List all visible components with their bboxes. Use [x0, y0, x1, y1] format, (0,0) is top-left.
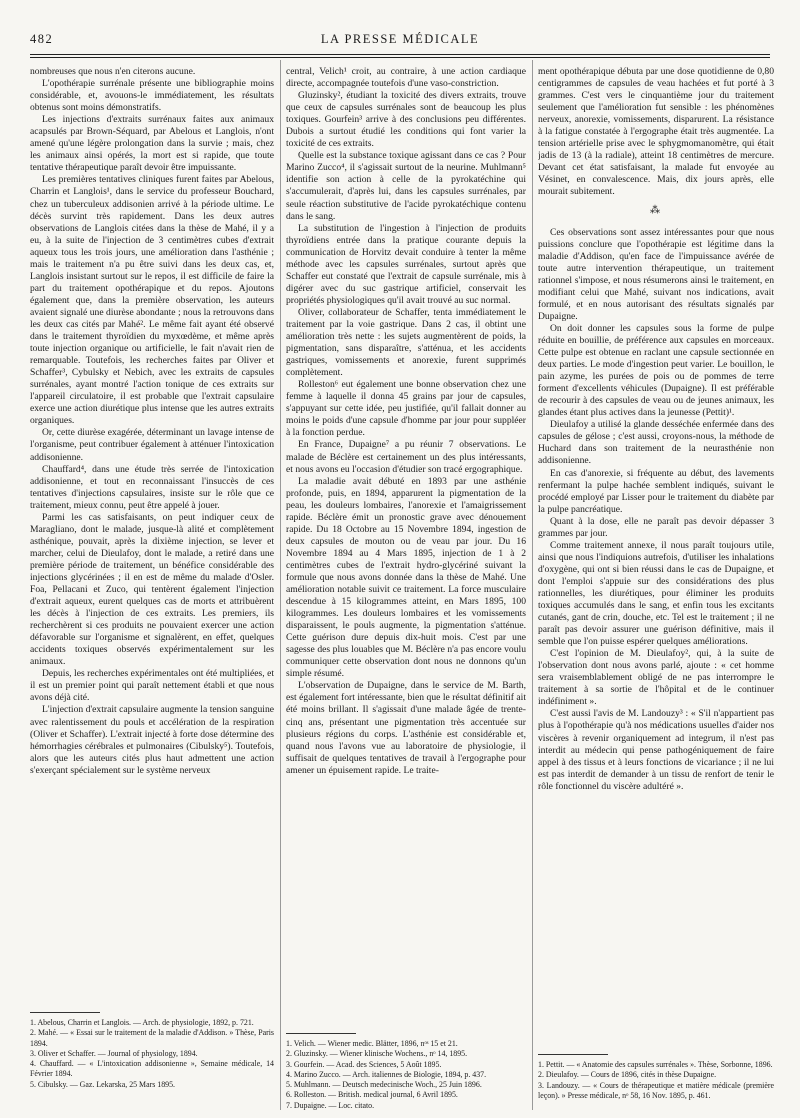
paragraph: Or, cette diurèse exagérée, déterminant un lavage intense de l'organisme, peut contribuer également à atténuer l'intoxication addisonienne.: [30, 427, 274, 463]
footnote: 1. Velich. — Wiener medic. Blätter, 1896, nᵒˢ 15 et 21.: [286, 1039, 458, 1048]
footnote-rule: [30, 1012, 100, 1013]
paragraph: L'observation de Dupaigne, dans le service de M. Barth, est également fort intéressante, bien que le résultat définitif ait été moins brillant. Il s'agissait d'une malade âgée de trente-cinq ans, présentant une pigmentation très accentuée sur plusieurs régions du corps. L'asthénie est considérable et, quand nous l'avons vue au laboratoire de physiologie, il suffisait de quelques tentatives de travail à l'ergographe pour amener un épuisement rapide. Le traite-: [286, 680, 526, 776]
text-column-3: [538, 66, 774, 1111]
paragraph: nombreuses que nous n'en citerons aucune.: [30, 66, 196, 77]
paragraph: ment opothérapique débuta par une dose quotidienne de 0,80 centigrammes de capsules de veau hachées et fut porté à 3 grammes. C'est vers le cinquantième jour du traitement seulement que l'amélioration fut sensible : les phénomènes nerveux, anorexie, vomissements, disparurent. La résistance à la fatigue constatée à l'ergographe était très augmentée. La tension artérielle prise avec le sphygmomanomètre, qui était jadis de 13 (à la radiale), atteint 18 centimètres de mercure. Devant cet état satisfaisant, la malade fut envoyée au Vésinet, en convalescence. Mais, dix jours après, elle mourait subitement.: [538, 66, 774, 198]
paragraph: Chauffard⁴, dans une étude très serrée de l'intoxication addisonienne, et tout en reconnaissant l'insuccès de ces tentatives d'injections capsulaires, insiste sur le rôle que ce traitement, mieux connu, peut être appelé à jouer.: [30, 463, 274, 511]
paragraph: Depuis, les recherches expérimentales ont été multipliées, et il est un premier point qui paraît nettement établi et que nous avons déjà cité.: [30, 668, 274, 704]
paragraph: L'injection d'extrait capsulaire augmente la tension sanguine avec ralentissement du pouls et accélération de la respiration (Oliver et Schaffer). L'extrait injecté à forte dose détermine des hémorrhagies cérébrales et pulmonaires (Cibulsky⁵). Toutefois, alors que les auteurs cités plus haut admettent une action s'exerçant spécialement sur le système nerveux: [30, 704, 274, 776]
paragraph: C'est aussi l'avis de M. Landouzy³ : « S'il n'appartient pas plus à l'opothérapie qu'à nos médications usuelles d'aider nos viscères à revenir organiquement ad integrum, il n'est pas interdit au médecin qui pense pathogéniquement de faire appel à des tissus et à leurs fonctions de vicariance ; il ne lui est pas interdit de demander à un tissu de renfort de tenir le rôle fonctionnel du viscère adultéré ».: [538, 708, 774, 792]
column-divider: [532, 60, 533, 1110]
footnotes: [30, 1018, 274, 1090]
footnote: 4. Marino Zucco. — Arch. italiennes de Biologie, 1894, p. 437.: [286, 1069, 487, 1079]
paragraph: Quelle est la substance toxique agissant dans ce cas ? Pour Marino Zucco⁴, il s'agissait surtout de la neurine. Muhlmann⁵ identifie son action à celle de la pyrokatéchine qui s'accumulerait, d'après lui, dans les capsules surrénales, par seule réaction substitutive de l'acide pyrokatéchique contenu dans le sang.: [286, 150, 526, 222]
footnote: 1. Abelous, Charrin et Langlois. — Arch. de physiologie, 1892, p. 721.: [30, 1018, 254, 1027]
footnote-rule: [286, 1033, 356, 1034]
footnote: 5. Muhlmann. — Deutsch medecinische Woch., 25 Juin 1896.: [286, 1080, 482, 1090]
paragraph: La maladie avait débuté en 1893 par une asthénie profonde, puis, en 1894, apparurent la pigmentation de la peau, les douleurs lombaires, l'anorexie et l'amaigrissement rapide. Béclère émit un pronostic grave avec dénouement rapide. Du 18 Octobre au 15 Novembre 1894, ingestion de deux capsules de mouton ou de veau par jour. Du 16 Novembre 1894 au 4 Mars 1895, injection de 1 à 2 centimètres cubes de l'extrait hydro-glycériné suivant la formule que nous avons donnée dans la thèse de Mahé. Une amélioration notable suivit ce traitement. La force musculaire descendue à 15 kilogrammes atteint, en Mars 1895, 100 kilogrammes. Les douleurs lombaires et les vomissements disparaissent, le pouls augmente, la pigmentation s'atténue. Cette guérison dure depuis dix-huit mois. C'est par une sagesse des plus louables que M. Béclère n'a pas encore voulu communiquer cette observation dont nous ne donnons qu'un simple résumé.: [286, 475, 526, 680]
paragraph: Quant à la dose, elle ne paraît pas devoir dépasser 3 grammes par jour.: [538, 515, 774, 539]
paragraph: Dieulafoy a utilisé la glande desséchée enfermée dans des capsules de gélose ; c'est aussi, croyons-nous, la méthode de Huchard dans son traitement de la neurasthénie non addisonienne.: [538, 419, 774, 467]
header-rule: [30, 54, 770, 55]
text-column-2: [286, 66, 526, 1111]
journal-title: LA PRESSE MÉDICALE: [320, 32, 480, 46]
paragraph: En cas d'anorexie, si fréquente au début, des lavements renfermant la pulpe hachée semblent indiqués, suivant le procédé employé par Lisser pour le traitement du diabète par la pulpe pancréatique.: [538, 467, 774, 515]
footnote: 7. Dupaigne. — Loc. citato.: [286, 1100, 375, 1110]
paragraph: central, Velich¹ croit, au contraire, à une action cardiaque directe, accompagnée toutefois d'une vaso-constriction.: [286, 66, 526, 90]
footnotes: [538, 1060, 774, 1101]
paragraph: Les injections d'extraits surrénaux faites aux animaux acapsulés par Brown-Séquard, par Abelous et Langlois, n'ont amené qu'une légère prolongation dans la survie ; mais, chez les animaux ainsi opérés, la mort est si rapide, que toute tentative thérapeutique paraît devoir être impuissante.: [30, 114, 274, 174]
footnote: 2. Gluzinsky. — Wiener klinische Wochens., nᵒ 14, 1895.: [286, 1049, 468, 1059]
paragraph: Ces observations sont assez intéressantes pour que nous puissions conclure que l'opothérapie est légitime dans la maladie d'Addison, qu'en face de l'impuissance avérée de toute autre intervention thérapeutique, un traitement rationnel s'impose, et nous résumerons ainsi le traitement, en modifiant celui que Mahé, suivant nos indications, avait formulé, et en nous autorisant des résultats signalés par Dupaigne.: [538, 226, 774, 322]
footnotes: [286, 1039, 526, 1111]
paragraph: L'opothérapie surrénale présente une bibliographie moins considérable, et, avouons-le immédiatement, les résultats obtenus sont moins démonstratifs.: [30, 78, 274, 114]
header-rule-double: [30, 57, 770, 58]
footnote: 4. Chauffard. — « L'intoxication addisonienne », Semaine médicale, 14 Février 1894.: [30, 1059, 274, 1079]
column-divider: [280, 60, 281, 1110]
footnote: 3. Gourfein. — Acad. des Sciences, 5 Août 1895.: [286, 1059, 442, 1069]
paragraph: Parmi les cas satisfaisants, on peut indiquer ceux de Maragliano, dont le malade, jusque-là alité et complètement asthénique, pouvait, après la dixième injection, se lever et marcher, celui de Dieulafoy, dont le malade, a retiré dans une première période de traitement, un bénéfice considérable des injections glycérinées ; il en est de même du malade d'Osler. Foa, Pellacani et Zuco, qui tentèrent également l'injection d'extrait aqueux, eurent quelques cas de morts et attribuèrent les décès à l'injection de ces extraits. Les premiers, ils recherchèrent si ces produits ne pouvaient exercer une action défavorable sur l'organisme et signalèrent, en effet, quelques accidents toxiques observés expérimentalement sur les animaux.: [30, 511, 274, 668]
paragraph: Les premières tentatives cliniques furent faites par Abelous, Charrin et Langlois¹, dans le service du professeur Bouchard, chez un tuberculeux addisonien arrivé à la période ultime. Le décès survint très rapidement. Dans les deux autres observations de Langlois citées dans la thèse de Mahé, il y a eu, à la suite de l'injection de 3 centimètres cubes d'extrait aqueux tous les trois jours, une amélioration dans l'asthénie ; mais le traitement n'a pu être suivi dans les deux cas, et, Langlois insistant surtout sur le repos, il est difficile de faire la part du traitement opothérapique et du repos. Ajoutons également que, dans la première observation, les auteurs avaient signalé une diurèse abondante ; nous la retrouvons dans les deux cas cités par Mahé². Le même fait ayant été observé dans le traitement thyroïdien du myxœdème, et même après toute injection organique ou artificielle, le fait n'avait rien de remarquable. Toutefois, les recherches faites par Oliver et Schaffer³, Cybulsky et Nebich, avec les extraits de capsules surrénales, ayant montré l'action tonique de ces extraits sur l'appareil circulatoire, il est probable que l'extrait capsulaire exerce une action diurétique plus intense que les autres extraits organiques.: [30, 174, 274, 427]
paragraph: C'est l'opinion de M. Dieulafoy², qui, à la suite de l'observation dont nous avons parlé, ajoute : « cet homme sera vraisemblablement obligé de ne pas interrompre le traitement à sa sortie de l'hôpital et de le continuer indéfiniment ».: [538, 648, 774, 708]
footnote: 2. Dieulafoy. — Cours de 1896, cités in thèse Dupaigne.: [538, 1070, 717, 1080]
text-column-1: [30, 66, 274, 1111]
footnote: 3. Landouzy. — « Cours de thérapeutique et matière médicale (première leçon). » Presse médicale, nᵒ 58, 16 Nov. 1895, p. 461.: [538, 1080, 774, 1100]
footnote: 3. Oliver et Schaffer. — Journal of physiology, 1894.: [30, 1048, 198, 1058]
footnote: 1. Pettit. — « Anatomie des capsules surrénales ». Thèse, Sorbonne, 1896.: [538, 1060, 773, 1069]
footnote: 6. Rolleston. — British. medical journal, 6 Avril 1895.: [286, 1090, 458, 1100]
footnote-rule: [538, 1054, 608, 1055]
paragraph: La substitution de l'ingestion à l'injection de produits thyroïdiens entrée dans la pratique courante depuis la communication de Horvitz devait conduire à tenter la même méthode avec les capsules surrénales, surtout après que Schaffer eut constaté que l'extrait de capsule surrénale, mis à digérer avec du suc gastrique artificiel, conservait les propriétés physiologiques qu'il avait trouvé au suc normal.: [286, 222, 526, 306]
section-separator: ⁂: [650, 204, 662, 216]
footnote: 2. Mahé. — « Essai sur le traitement de la maladie d'Addison. » Thèse, Paris 1894.: [30, 1028, 274, 1048]
paragraph: En France, Dupaigne⁷ a pu réunir 7 observations. Le malade de Béclère est certainement un des plus intéressants, et nous avons eu l'occasion d'étudier son tracé ergographique.: [286, 439, 526, 475]
paragraph: Comme traitement annexe, il nous paraît toujours utile, ainsi que nous l'indiquions autrefois, d'utiliser les inhalations d'oxygène, qui ont si bien réussi dans le cas de Dupaigne, et dont l'emploi s'appuie sur des considérations des plus rationnelles, les diurétiques, pour éliminer les produits toxiques accumulés dans le sang, et enfin tous les excitants cutanés, gant de crin, douche, etc. Tel est le traitement ; il ne paraît pas devoir assurer une guérison définitive, mais il semble que l'on puisse espérer quelques améliorations.: [538, 539, 774, 648]
paragraph: On doit donner les capsules sous la forme de pulpe réduite en bouillie, de préférence aux capsules en morceaux. Cette pulpe est obtenue en raclant une capsule sectionnée en deux parties. Le mode d'ingestion peut varier. Le bouillon, le pain azyme, les purées de pois ou de pommes de terre forment d'excellents véhicules (Dupaigne). Il est préférable de recourir à des capsules de veau ou de jeunes animaux, les glandes étant plus actives dans la jeunesse (Pettit)¹.: [538, 322, 774, 419]
paragraph: Rolleston⁶ eut également une bonne observation chez une femme à laquelle il donna 45 grains par jour de capsules, s'appuyant sur cette idée, peu justifiée, qu'il fallait donner au moins le poids d'une capsule d'homme par jour pour suppléer à la fonction perdue.: [286, 379, 526, 439]
paragraph: Gluzinsky², étudiant la toxicité des divers extraits, trouve que ceux de capsules surrénales sont de beaucoup les plus toxiques. Gourfein³ arrive à des conclusions peu différentes. Dubois a surtout étudié les conditions qui font varier la toxicité de ces extraits.: [286, 90, 526, 150]
paragraph: Oliver, collaborateur de Schaffer, tenta immédiatement le traitement par la voie gastrique. Dans 2 cas, il obtint une amélioration très nette : les sujets augmentèrent de poids, la pigmentation, sans disparaître, s'atténua, et les accidents gastriques, vomissements et anorexie, furent supprimés complètement.: [286, 306, 526, 379]
running-header: [30, 32, 770, 50]
footnote: 5. Cibulsky. — Gaz. Lekarska, 25 Mars 1895.: [30, 1079, 176, 1089]
page-number: 482: [30, 32, 54, 46]
